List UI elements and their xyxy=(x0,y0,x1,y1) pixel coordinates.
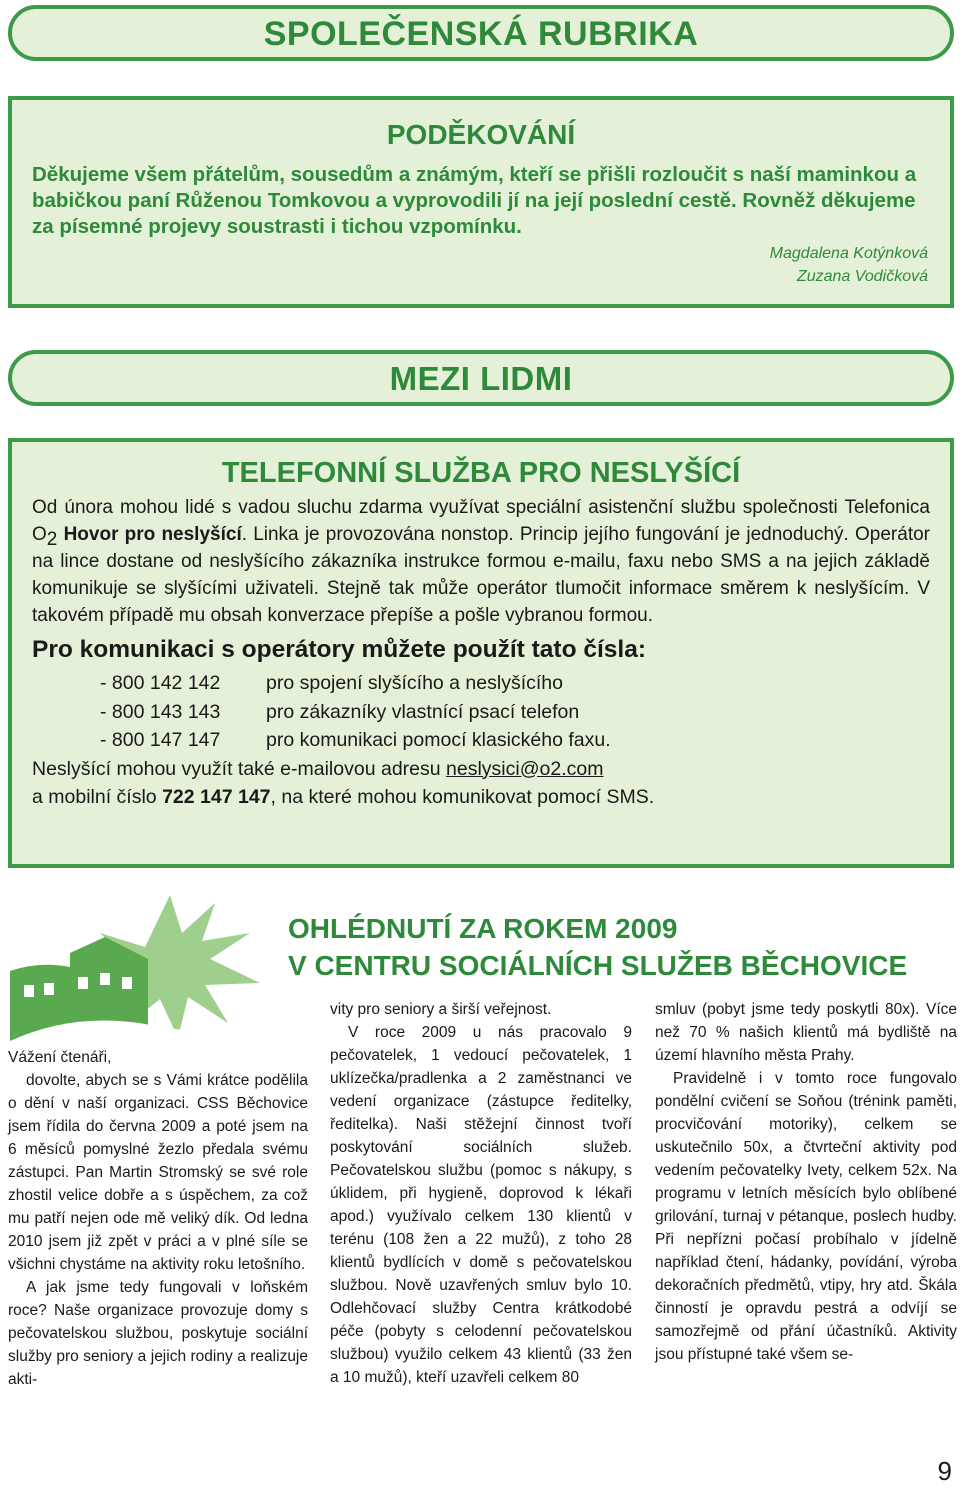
email-text: Neslyšící mohou využít také e-mailovou adresu xyxy=(32,757,447,780)
paragraph: dovolte, abych se s Vámi krátce podělila o dění v naší organizaci. CSS Běchovice jsem řídila do června 2009 a poté jsem na 6 měsíců pomyslné žezlo předala svému zástupci. Pan Martin Stromský se své role zhostil velice dobře a s úspěchem, za což mu patří nejen ode mě veliký dík. Od ledna 2010 jsem již zpět v práci a v plné síle se všichni chystáme na aktivity roku letošního. xyxy=(8,1072,308,1273)
paragraph: vity pro seniory a širší veřejnost. xyxy=(330,1001,552,1018)
sun-house-logo xyxy=(10,893,282,1041)
article-title xyxy=(288,910,907,984)
section-title: MEZI LIDMI xyxy=(389,360,573,397)
mobile-number: 722 147 147 xyxy=(162,786,271,808)
contact-heading: Pro komunikaci s operátory můžete použít tato čísla: xyxy=(32,636,646,663)
paragraph: smluv (pobyt jsme tedy poskytli 80x). Více než 70 % našich klientů má bydliště na území hlavního města Prahy. xyxy=(655,1001,957,1064)
article-column-3 xyxy=(655,998,957,1366)
house-window xyxy=(122,977,132,989)
article-column-2 xyxy=(330,998,632,1389)
house-window xyxy=(24,985,34,997)
phone-service-intro xyxy=(32,494,930,629)
house-window xyxy=(44,983,54,995)
intro-text-b: . Linka je provozována nonstop. Princip jejího fungování je jednoduchý. Operátor na lince dostane od neslyšícího zákazníka instrukce formou e-mailu, faxu nebo SMS a na jejich základě komunikuje se slyšícími uživateli. Stejně tak může operátor tlumočit informace směrem k neslyšícím. V takovém případě mu obsah konverzace přepíše a pošle vybranou formou. xyxy=(32,524,931,626)
intro-service-name: Hovor pro neslyšící xyxy=(63,524,242,545)
paragraph: Pravidelně i v tomto roce fungovalo pondělní cvičení se Soňou (trénink paměti, procvičování motoriky), celkem se uskutečnilo 50x, a čtvrteční aktivity pod vedením pečovatelky Ivety, celkem 52x. Na programu v letních měsících bylo oblíbené grilování, turnaj v pétanque, poslech hudby. Při nepřízni počasí probíhalo v jídelně například čtení, hádanky, povídání, výroba dekoračních předmětů, vtipy, hry atd. Škála činností je opravdu pestrá a odvíjí se samozřejmě od přání účastníků. Aktivity jsou přístupné také všem se- xyxy=(655,1070,957,1363)
email-line xyxy=(32,755,930,784)
rubric-banner xyxy=(8,5,954,61)
thanks-box xyxy=(8,96,954,308)
salutation: Vážení čtenáři, xyxy=(8,1049,112,1066)
number-description: pro spojení slyšícího a neslyšícího xyxy=(266,672,563,694)
house-window xyxy=(78,977,88,989)
phone-service-title: TELEFONNÍ SLUŽBA PRO NESLYŠÍCÍ xyxy=(221,457,741,489)
mobile-text-b: , na které mohou komunikovat pomocí SMS. xyxy=(270,786,655,808)
phone-service-box xyxy=(8,438,954,868)
number-row xyxy=(32,669,930,698)
intro-text-a: Od února mohou lidé s vadou sluchu zdarma využívat speciální asistenční službu společnosti Telefonica O xyxy=(32,497,930,545)
article-title-line-1: OHLÉDNUTÍ ZA ROKEM 2009 xyxy=(288,913,678,944)
page-number: 9 xyxy=(937,1456,952,1486)
article-column-1 xyxy=(8,1046,308,1391)
rubric-title: SPOLEČENSKÁ RUBRIKA xyxy=(263,15,699,53)
section-banner xyxy=(8,350,954,406)
article-title-line-2: V CENTRU SOCIÁLNÍCH SLUŽEB BĚCHOVICE xyxy=(288,950,908,981)
phone-number: - 800 143 143 xyxy=(100,700,221,723)
phone-number: - 800 142 142 xyxy=(100,672,221,694)
paragraph: A jak jsme tedy fungovali v loňském roce? Naše organizace provozuje domy s pečovatelskou službou, poskytuje sociální služby pro seniory a jejich rodiny a realizuje akti- xyxy=(8,1279,308,1388)
house-window xyxy=(100,973,110,985)
thanks-text: Děkujeme všem přátelům, sousedům a známým, kteří se přišli rozloučit s naší maminkou a babičkou paní Růženou Tomkovou a vyprovodili jí na její poslední cestě. Rovněž děkujeme za písemné projevy soustrasti i tichou vzpomínku. xyxy=(32,163,917,238)
paragraph: V roce 2009 u nás pracovalo 9 pečovatelek, 1 vedoucí pečovatelek, 1 uklízečka/pradlenka a 2 zaměstnanci ve vedení organizace (zástupce ředitelky, ředitelka). Naši stěžejní činnost tvoří poskytování sociálních služeb. Pečovatelskou službu (pomoc s nákupy, s úklidem, při hygieně, doprovod k lékaři apod.) využívalo celkem 130 klientů v terénu (108 žen a 22 mužů), z toho 28 klientů bydlících v domě s pečovatelskou službou. Nově uzavřených smluv bylo 10. Odlehčovací služby Centra krátkodobé péče (pobyty s celodenní pečovatelskou službou) využilo celkem 43 klientů (33 žen a 10 mužů), kteří uzavřeli celkem 80 xyxy=(330,1024,632,1386)
phone-number: - 800 147 147 xyxy=(100,729,221,751)
number-description: pro komunikaci pomocí klasického faxu. xyxy=(266,729,611,751)
number-description: pro zákazníky vlastnící psací telefon xyxy=(266,700,580,723)
mobile-text-a: a mobilní číslo xyxy=(32,786,163,808)
signature-2: Zuzana Vodičková xyxy=(796,268,928,285)
thanks-title: PODĚKOVÁNÍ xyxy=(386,119,576,150)
number-row xyxy=(32,726,930,755)
signature-1: Magdalena Kotýnková xyxy=(769,245,928,262)
number-row xyxy=(32,698,930,727)
intro-subscript: 2 xyxy=(46,528,58,550)
email-link[interactable]: neslysici@o2.com xyxy=(446,757,604,780)
mobile-line xyxy=(32,783,930,812)
